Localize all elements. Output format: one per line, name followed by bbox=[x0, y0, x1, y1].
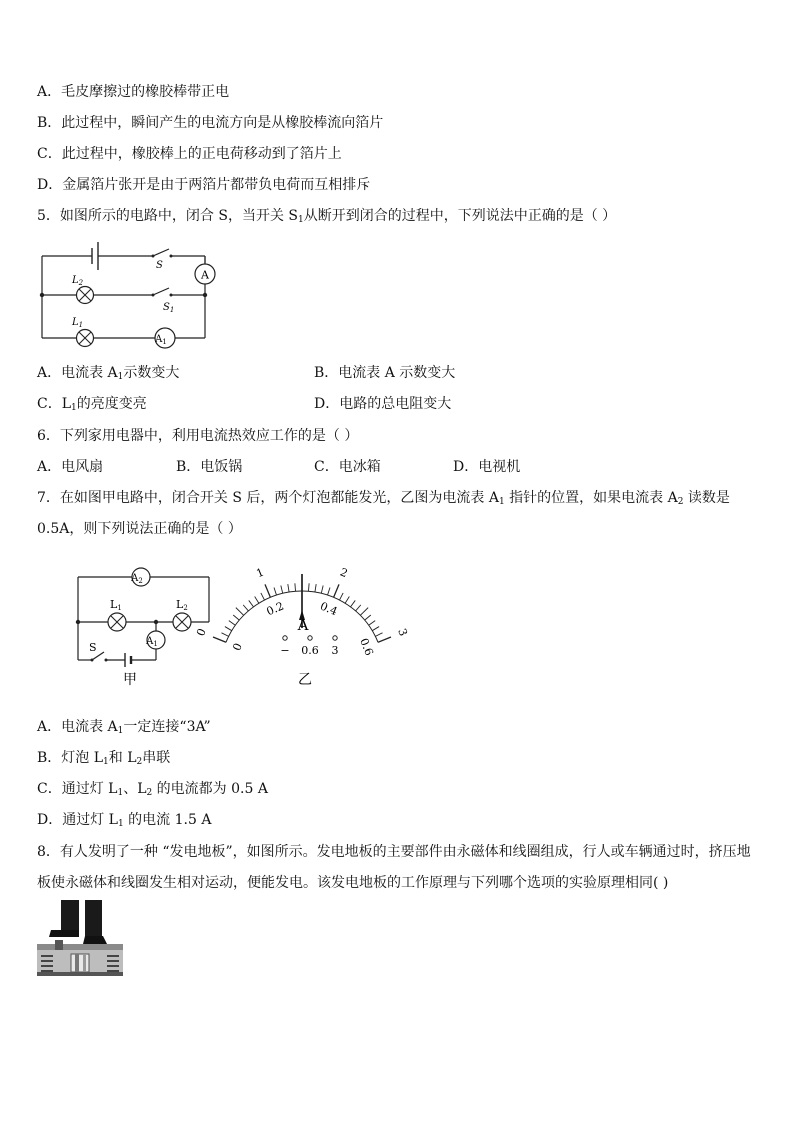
dial-tick bbox=[328, 587, 330, 595]
q5-option-c-pre: C．L bbox=[37, 396, 72, 412]
dial-tick bbox=[225, 627, 232, 631]
terminal-label-3: 3 bbox=[331, 644, 339, 657]
q7-option-c-sub2: 2 bbox=[146, 788, 153, 798]
q5-label-s: S bbox=[156, 260, 163, 271]
terminal-negative bbox=[283, 636, 287, 640]
q7-option-a bbox=[37, 718, 211, 740]
dial-tick bbox=[360, 608, 368, 616]
q7-stem-part-a: 7．在如图甲电路中，闭合开关 S 后，两个灯泡都能发光，乙图为电流表 A bbox=[37, 490, 499, 506]
q5-stem-part-a: 5．如图所示的电路中，闭合 S，当开关 S bbox=[37, 208, 298, 224]
q7-stem-sub1: 1 bbox=[498, 497, 505, 507]
q5-label-a1: $A_1$ bbox=[155, 334, 167, 346]
jia-caption: 甲 bbox=[123, 672, 137, 688]
q6-option-c: C．电冰箱 bbox=[314, 459, 381, 475]
dial-tick bbox=[345, 596, 349, 603]
q7-ammeter-dial-yi bbox=[194, 548, 410, 688]
dial-tick bbox=[249, 600, 254, 606]
q5-circuit-diagram bbox=[35, 238, 225, 350]
q7-option-a-post: 一定连接“3A” bbox=[123, 719, 211, 735]
jia-lamp-l2-symbol bbox=[173, 613, 191, 631]
q8-stem-line1: 8．有人发明了一种 “发电地板”，如图所示。发电地板的主要部件由永磁体和线圈组成，行人或车辆通过时，挤压地 bbox=[37, 844, 751, 860]
dial-tick bbox=[221, 633, 228, 637]
q7-option-d bbox=[37, 811, 211, 833]
dial-tick bbox=[236, 608, 244, 616]
q5-option-d: D．电路的总电阻变大 bbox=[314, 396, 452, 412]
yi-caption: 乙 bbox=[298, 672, 312, 688]
lamp-l2-symbol bbox=[77, 287, 94, 304]
terminal-0-6 bbox=[308, 636, 312, 640]
q5-stem bbox=[37, 207, 616, 229]
q7-stem-part-c: 读数是 bbox=[683, 490, 730, 506]
terminal-label-negative: − bbox=[280, 644, 290, 657]
dial-tick bbox=[321, 586, 323, 594]
dial-tick bbox=[281, 586, 283, 594]
q7-option-b-sub1: 1 bbox=[103, 757, 109, 767]
dial-tick bbox=[295, 583, 296, 591]
dial-tick bbox=[369, 621, 376, 626]
dial-outer-label: 2 bbox=[338, 565, 350, 581]
q7-option-d-pre: D．通过灯 L bbox=[37, 812, 118, 828]
dial-tick bbox=[356, 605, 361, 611]
q4-option-d: D．金属箔片张开是由于两箔片都带负电荷而互相排斥 bbox=[37, 177, 371, 193]
jia-label-a1: $A_1$ bbox=[146, 636, 158, 648]
q6-option-b: B．电饭锅 bbox=[176, 459, 243, 475]
q7-circuit-jia bbox=[70, 560, 215, 688]
jia-label-l1: L1 bbox=[110, 598, 122, 612]
q5-label-l1: $L_1$ bbox=[72, 317, 84, 329]
q5-option-c-sub: 1 bbox=[71, 403, 77, 413]
q7-option-c-pre: C．通过灯 L bbox=[37, 781, 118, 797]
terminal-label-0-6: 0.6 bbox=[301, 644, 319, 657]
jia-label-l2: L2 bbox=[176, 598, 188, 612]
q5-label-a: A bbox=[201, 268, 209, 282]
dial-tick bbox=[288, 584, 289, 592]
q7-option-b bbox=[37, 749, 170, 771]
dial-tick bbox=[229, 621, 236, 626]
q5-stem-part-b: 从断开到闭合的过程中，下列说法中正确的是（ ） bbox=[303, 208, 617, 224]
terminal-3 bbox=[333, 636, 337, 640]
dial-tick bbox=[378, 637, 391, 642]
q7-option-c-mid: 、L bbox=[123, 781, 147, 797]
jia-label-a2: $A_2$ bbox=[131, 573, 143, 585]
lamp-l1-symbol bbox=[77, 330, 94, 347]
power-floor-illustration bbox=[37, 900, 123, 976]
dial-inner-label: 0.2 bbox=[264, 599, 286, 619]
q7-option-d-sub: 1 bbox=[117, 819, 124, 829]
q4-option-b: B．此过程中，瞬间产生的电流方向是从橡胶棒流向箔片 bbox=[37, 115, 384, 131]
dial-inner-label: 0.4 bbox=[318, 599, 340, 619]
q4-option-a: A．毛皮摩擦过的橡胶棒带正电 bbox=[37, 84, 230, 100]
jia-lamp-l1-symbol bbox=[108, 613, 126, 631]
dial-tick bbox=[213, 637, 226, 642]
q5-option-a-post: 示数变大 bbox=[123, 365, 180, 381]
dial-tick bbox=[315, 584, 316, 592]
q7-option-b-mid: 和 L bbox=[108, 750, 137, 766]
q7-option-b-sub2: 2 bbox=[136, 757, 143, 767]
q7-option-c-post: 的电流都为 0.5 A bbox=[152, 781, 268, 797]
q7-option-a-pre: A．电流表 A bbox=[37, 719, 118, 735]
dial-inner-label: 0.6 bbox=[357, 636, 376, 658]
dial-tick bbox=[334, 584, 339, 597]
dial-tick bbox=[243, 605, 248, 611]
dial-tick bbox=[365, 615, 371, 620]
q7-option-c bbox=[37, 780, 268, 802]
dial-tick bbox=[261, 593, 265, 600]
q6-option-d: D．电视机 bbox=[453, 459, 521, 475]
q7-option-b-pre: B．灯泡 L bbox=[37, 750, 104, 766]
q7-stem-sub2: 2 bbox=[677, 497, 684, 507]
q7-option-a-sub: 1 bbox=[117, 726, 124, 736]
dial-tick bbox=[265, 584, 270, 597]
dial-tick bbox=[351, 600, 356, 606]
dial-tick bbox=[375, 633, 382, 637]
dial-outer-label: 1 bbox=[254, 565, 266, 581]
dial-inner-label: 0 bbox=[230, 641, 245, 653]
q5-option-c bbox=[37, 395, 147, 417]
q5-option-b: B．电流表 A 示数变大 bbox=[314, 365, 456, 381]
q5-stem-subscript: 1 bbox=[298, 215, 304, 225]
dial-tick bbox=[255, 596, 259, 603]
dial-tick bbox=[372, 627, 379, 631]
q5-option-c-post: 的亮度变亮 bbox=[76, 396, 147, 412]
q5-option-a-sub: 1 bbox=[117, 372, 124, 382]
q6-option-a: A．电风扇 bbox=[37, 459, 104, 475]
dial-unit: A bbox=[297, 616, 309, 634]
dial-outer-label: 3 bbox=[395, 626, 410, 639]
q5-label-l2: $L_2$ bbox=[72, 275, 84, 287]
q5-option-a bbox=[37, 364, 179, 386]
dial-tick bbox=[339, 593, 343, 600]
q7-option-b-post: 串联 bbox=[142, 750, 171, 766]
q8-stem-line2: 板使永磁体和线圈发生相对运动，便能发电。该发电地板的工作原理与下列哪个选项的实验原理相同( ) bbox=[37, 875, 669, 891]
q5-label-s1: $S_1$ bbox=[163, 302, 175, 314]
q6-stem: 6．下列家用电器中，利用电流热效应工作的是（ ） bbox=[37, 428, 359, 444]
jia-label-s: S bbox=[89, 641, 97, 654]
dial-outer-label: 0 bbox=[194, 626, 209, 639]
q7-option-d-post: 的电流 1.5 A bbox=[123, 812, 212, 828]
q5-option-a-pre: A．电流表 A bbox=[37, 365, 118, 381]
q4-option-c: C．此过程中，橡胶棒上的正电荷移动到了箔片上 bbox=[37, 146, 342, 162]
dial-tick bbox=[308, 583, 309, 591]
dial-tick bbox=[274, 587, 276, 595]
q7-option-c-sub1: 1 bbox=[117, 788, 124, 798]
dial-tick bbox=[233, 615, 239, 620]
q7-stem-line1 bbox=[37, 489, 730, 511]
q7-stem-line2: 0.5A，则下列说法正确的是（ ） bbox=[37, 521, 242, 537]
q7-stem-part-b: 指针的位置，如果电流表 A bbox=[504, 490, 678, 506]
